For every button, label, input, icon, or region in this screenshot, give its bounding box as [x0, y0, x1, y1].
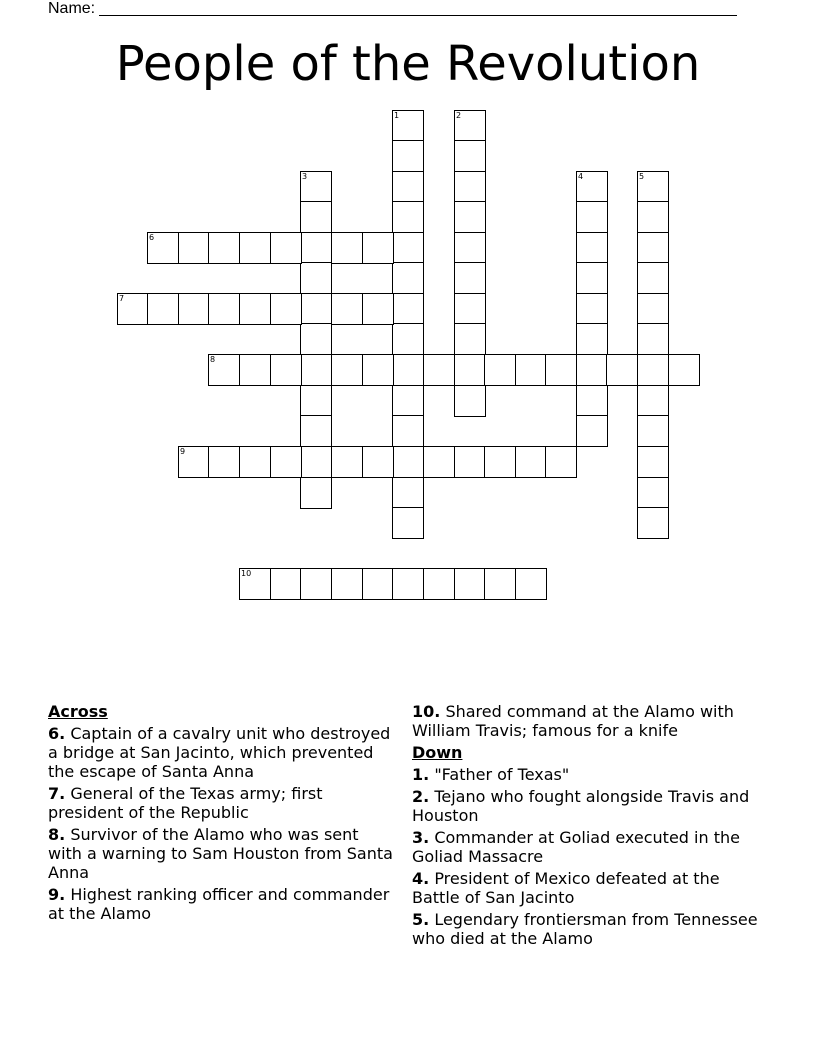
crossword-cell[interactable]	[392, 446, 424, 478]
crossword-cell[interactable]	[208, 293, 240, 325]
crossword-cell[interactable]	[300, 293, 332, 325]
crossword-cell[interactable]	[300, 201, 332, 233]
across-clue-10	[412, 702, 758, 740]
clue-text: Commander at Goliad executed in the Goliad Massacre	[412, 828, 740, 866]
crossword-cell[interactable]	[576, 293, 608, 325]
crossword-cell[interactable]	[300, 262, 332, 294]
across-clue-8	[48, 825, 394, 882]
crossword-cell[interactable]	[300, 354, 332, 386]
crossword-cell[interactable]	[484, 446, 516, 478]
crossword-cell[interactable]	[362, 354, 394, 386]
crossword-cell[interactable]	[637, 201, 669, 233]
crossword-cell[interactable]	[423, 568, 455, 600]
crossword-cell[interactable]	[637, 262, 669, 294]
crossword-cell[interactable]	[239, 446, 271, 478]
across-clue-9	[48, 885, 394, 923]
crossword-cell-8[interactable]	[208, 354, 240, 386]
down-clue-2	[412, 787, 758, 825]
clue-number: 9.	[48, 885, 66, 904]
crossword-cell[interactable]	[606, 354, 638, 386]
crossword-cell[interactable]	[454, 446, 486, 478]
crossword-cell[interactable]	[637, 446, 669, 478]
crossword-cell[interactable]	[454, 323, 486, 355]
crossword-cell[interactable]	[239, 293, 271, 325]
crossword-cell[interactable]	[637, 415, 669, 447]
crossword-cell[interactable]	[454, 201, 486, 233]
page-title: People of the Revolution	[115, 36, 701, 92]
crossword-cell[interactable]	[576, 232, 608, 264]
crossword-cell[interactable]	[178, 232, 210, 264]
clue-number-label: 6	[149, 233, 155, 242]
crossword-cell[interactable]	[637, 323, 669, 355]
clue-number: 10.	[412, 702, 441, 721]
crossword-cell[interactable]	[362, 293, 394, 325]
crossword-cell[interactable]	[545, 354, 577, 386]
clue-text: General of the Texas army; first president of the Republic	[48, 784, 323, 822]
clue-text: Shared command at the Alamo with William Travis; famous for a knife	[412, 702, 734, 740]
crossword-cell[interactable]	[454, 385, 486, 417]
crossword-cell[interactable]	[423, 446, 455, 478]
crossword-cell[interactable]	[576, 201, 608, 233]
crossword-cell[interactable]	[178, 293, 210, 325]
crossword-cell[interactable]	[637, 507, 669, 539]
across-heading: Across	[48, 702, 108, 721]
clue-number-label: 7	[119, 294, 125, 303]
crossword-cell[interactable]	[576, 415, 608, 447]
crossword-cell[interactable]	[392, 568, 424, 600]
crossword-cell[interactable]	[545, 446, 577, 478]
crossword-cell[interactable]	[454, 171, 486, 203]
clue-number: 5.	[412, 910, 430, 929]
crossword-cell[interactable]	[454, 262, 486, 294]
crossword-cell-5[interactable]	[637, 171, 669, 203]
crossword-cell[interactable]	[300, 385, 332, 417]
crossword-cell[interactable]	[300, 415, 332, 447]
clue-number-label: 4	[578, 172, 584, 181]
crossword-cell[interactable]	[454, 140, 486, 172]
across-clue-6	[48, 724, 394, 781]
clue-number: 6.	[48, 724, 66, 743]
crossword-cell[interactable]	[392, 323, 424, 355]
clue-text: President of Mexico defeated at the Battle of San Jacinto	[412, 869, 720, 907]
clue-text: Tejano who fought alongside Travis and Houston	[412, 787, 750, 825]
crossword-cell[interactable]	[331, 232, 363, 264]
clue-number-label: 1	[394, 111, 400, 120]
crossword-cell[interactable]	[637, 232, 669, 264]
crossword-cell-3[interactable]	[300, 171, 332, 203]
crossword-cell[interactable]	[239, 354, 271, 386]
crossword-cell[interactable]	[239, 232, 271, 264]
crossword-cell[interactable]	[392, 385, 424, 417]
crossword-cell-10[interactable]	[239, 568, 271, 600]
crossword-cell[interactable]	[423, 354, 455, 386]
crossword-cell[interactable]	[331, 446, 363, 478]
clue-column-left	[48, 702, 394, 926]
crossword-cell-4[interactable]	[576, 171, 608, 203]
crossword-cell-9[interactable]	[178, 446, 210, 478]
crossword-cell[interactable]	[454, 354, 486, 386]
crossword-cell[interactable]	[208, 232, 240, 264]
crossword-cell[interactable]	[484, 354, 516, 386]
crossword-cell[interactable]	[362, 446, 394, 478]
crossword-cell[interactable]	[392, 354, 424, 386]
clue-number-label: 5	[639, 172, 645, 181]
crossword-cell[interactable]	[392, 140, 424, 172]
crossword-cell[interactable]	[576, 323, 608, 355]
clue-number: 8.	[48, 825, 66, 844]
across-clue-7	[48, 784, 394, 822]
crossword-cell[interactable]	[576, 385, 608, 417]
crossword-cell[interactable]	[300, 477, 332, 509]
crossword-cell[interactable]	[392, 262, 424, 294]
crossword-cell[interactable]	[637, 477, 669, 509]
crossword-cell[interactable]	[300, 446, 332, 478]
crossword-cell[interactable]	[331, 568, 363, 600]
clue-text: Legendary frontiersman from Tennessee who died at the Alamo	[412, 910, 758, 948]
crossword-cell[interactable]	[484, 568, 516, 600]
crossword-cell[interactable]	[392, 507, 424, 539]
crossword-cell-1[interactable]	[392, 110, 424, 142]
down-clue-4	[412, 869, 758, 907]
clue-number: 3.	[412, 828, 430, 847]
clue-number: 2.	[412, 787, 430, 806]
crossword-cell[interactable]	[454, 568, 486, 600]
crossword-cell[interactable]	[637, 293, 669, 325]
crossword-cell[interactable]	[300, 323, 332, 355]
crossword-cell[interactable]	[270, 354, 302, 386]
crossword-cell[interactable]	[637, 385, 669, 417]
crossword-cell[interactable]	[147, 293, 179, 325]
clue-number-label: 10	[241, 569, 252, 578]
crossword-cell-7[interactable]	[117, 293, 149, 325]
name-label: Name:	[48, 0, 96, 17]
crossword-cell[interactable]	[270, 568, 302, 600]
clue-number-label: 2	[456, 111, 462, 120]
crossword-cell[interactable]	[392, 415, 424, 447]
crossword-cell[interactable]	[392, 171, 424, 203]
crossword-cell[interactable]	[576, 354, 608, 386]
down-clue-5	[412, 910, 758, 948]
crossword-cell-6[interactable]	[147, 232, 179, 264]
crossword-cell-2[interactable]	[454, 110, 486, 142]
crossword-cell[interactable]	[668, 354, 700, 386]
crossword-cell[interactable]	[331, 354, 363, 386]
crossword-cell[interactable]	[515, 568, 547, 600]
crossword-cell[interactable]	[515, 446, 547, 478]
down-heading: Down	[412, 743, 463, 762]
crossword-cell[interactable]	[300, 232, 332, 264]
crossword-cell[interactable]	[270, 232, 302, 264]
crossword-cell[interactable]	[300, 568, 332, 600]
crossword-cell[interactable]	[270, 446, 302, 478]
clue-number-label: 3	[302, 172, 308, 181]
clue-text: Captain of a cavalry unit who destroyed a bridge at San Jacinto, which prevented the escape of Santa Anna	[48, 724, 391, 781]
crossword-cell[interactable]	[454, 293, 486, 325]
crossword-cell[interactable]	[392, 201, 424, 233]
clue-column-right	[412, 702, 758, 951]
crossword-cell[interactable]	[270, 293, 302, 325]
clue-number: 7.	[48, 784, 66, 803]
clue-number-label: 9	[180, 447, 186, 456]
clue-number: 1.	[412, 765, 430, 784]
crossword-cell[interactable]	[208, 446, 240, 478]
crossword-cell[interactable]	[515, 354, 547, 386]
crossword-cell[interactable]	[454, 232, 486, 264]
crossword-cell[interactable]	[362, 232, 394, 264]
clue-text: Highest ranking officer and commander at the Alamo	[48, 885, 390, 923]
crossword-cell[interactable]	[392, 293, 424, 325]
clue-number-label: 8	[210, 355, 216, 364]
crossword-cell[interactable]	[637, 354, 669, 386]
crossword-cell[interactable]	[576, 262, 608, 294]
clue-number: 4.	[412, 869, 430, 888]
crossword-cell[interactable]	[331, 293, 363, 325]
crossword-cell[interactable]	[392, 477, 424, 509]
crossword-cell[interactable]	[392, 232, 424, 264]
clue-text: Survivor of the Alamo who was sent with a warning to Sam Houston from Santa Anna	[48, 825, 393, 882]
clue-text: "Father of Texas"	[434, 765, 570, 784]
down-clue-1	[412, 765, 758, 784]
crossword-cell[interactable]	[362, 568, 394, 600]
down-clue-3	[412, 828, 758, 866]
